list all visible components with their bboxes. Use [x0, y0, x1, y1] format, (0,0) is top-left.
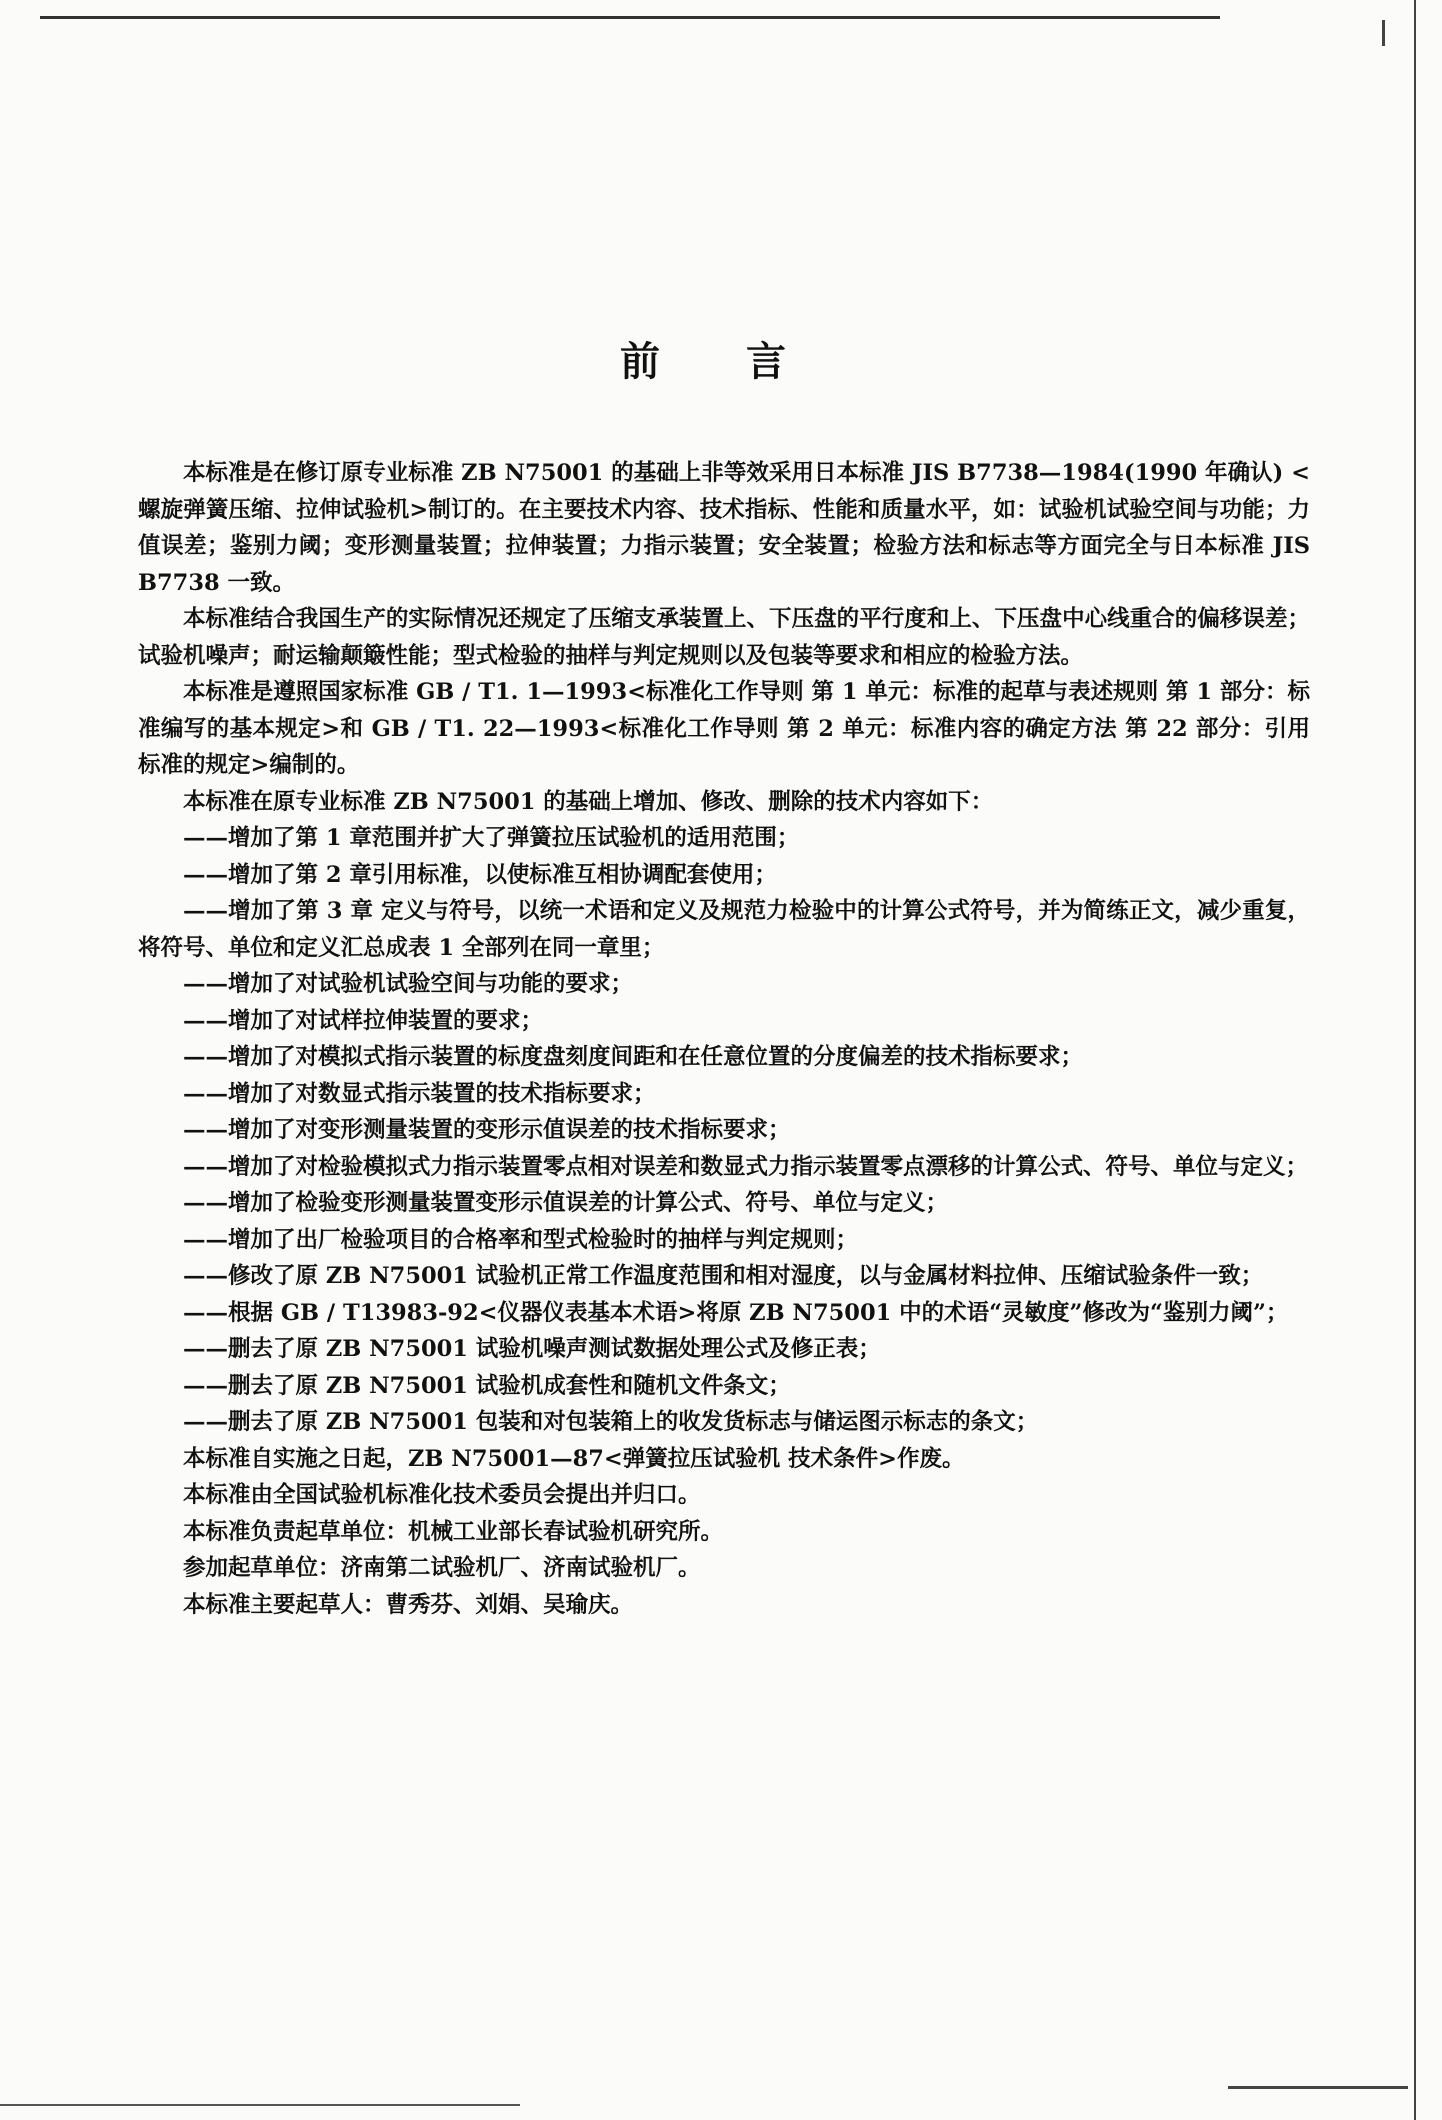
paragraph: 本标准由全国试验机标准化技术委员会提出并归口。 [183, 1482, 701, 1508]
list-item: ——增加了对模拟式指示装置的标度盘刻度间距和在任意位置的分度偏差的技术指标要求； [183, 1044, 1084, 1070]
paragraph: 本标准是遵照国家标准 GB / T1. 1—1993<标准化工作导则 第 1 单元：标准的起草与表述规则 第 1 部分：标准编写的基本规定>和 GB / T1. 22—1993<标准化工作导则 第 2 单元：标准内容的确定方法 第 22 部分：引用标准的规定>编制的。 [138, 679, 1310, 778]
list-item: ——删去了原 ZB N75001 包装和对包装箱上的收发货标志与储运图示标志的条文； [183, 1409, 1039, 1435]
list-item: ——删去了原 ZB N75001 试验机噪声测试数据处理公式及修正表； [183, 1336, 881, 1362]
paragraph: 本标准结合我国生产的实际情况还规定了压缩支承装置上、下压盘的平行度和上、下压盘中心线重合的偏移误差；试验机噪声；耐运输颠簸性能；型式检验的抽样与判定规则以及包装等要求和相应的检验方法。 [138, 606, 1310, 669]
list-item: ——增加了出厂检验项目的合格率和型式检验时的抽样与判定规则； [183, 1226, 859, 1253]
scan-mark-bottom [1228, 2086, 1408, 2089]
scan-border-top [40, 16, 1220, 19]
scan-border-right [1414, 0, 1416, 2120]
paragraph: 本标准是在修订原专业标准 ZB N75001 的基础上非等效采用日本标准 JIS B7738—1984(1990 年确认) <螺旋弹簧压缩、拉伸试验机>制订的。在主要技术内容、技术指标、性能和质量水平，如：试验机试验空间与功能；力值误差；鉴别力阈；变形测量装置；拉伸装置；力指示装置；安全装置；检验方法和标志等方面完全与日本标准 JIS B7738 一致。 [138, 460, 1310, 596]
paragraph: 参加起草单位：济南第二试验机厂、济南试验机厂。 [183, 1555, 701, 1581]
scan-mark [1382, 20, 1385, 46]
paragraph: 本标准自实施之日起，ZB N75001—87<弹簧拉压试验机 技术条件>作废。 [183, 1445, 965, 1472]
list-item: ——增加了对变形测量装置的变形示值误差的技术指标要求； [183, 1117, 791, 1143]
list-item: ——增加了检验变形测量装置变形示值误差的计算公式、符号、单位与定义； [183, 1190, 949, 1216]
list-item: ——根据 GB / T13983-92<仪器仪表基本术语>将原 ZB N75001 中的术语“灵敏度”修改为“鉴别力阈”； [183, 1299, 1289, 1326]
foreword-body [138, 455, 1310, 1623]
list-item: ——增加了第 2 章引用标准，以使标准互相协调配套使用； [183, 861, 777, 888]
page-title: 前 言 [620, 338, 822, 385]
scan-border-bottom [0, 2104, 520, 2106]
list-item: ——增加了第 3 章 定义与符号，以统一术语和定义及规范力检验中的计算公式符号，并为简练正文，减少重复，将符号、单位和定义汇总成表 1 全部列在同一章里； [138, 898, 1310, 961]
list-item: ——修改了原 ZB N75001 试验机正常工作温度范围和相对湿度，以与金属材料拉伸、压缩试验条件一致； [183, 1263, 1264, 1289]
list-item: ——增加了对数显式指示装置的技术指标要求； [183, 1080, 656, 1107]
list-item: ——增加了对检验模拟式力指示装置零点相对误差和数显式力指示装置零点漂移的计算公式、符号、单位与定义； [183, 1153, 1309, 1180]
paragraph: 本标准在原专业标准 ZB N75001 的基础上增加、修改、删除的技术内容如下： [183, 788, 994, 815]
list-item: ——增加了对试样拉伸装置的要求； [183, 1007, 544, 1034]
list-item: ——增加了第 1 章范围并扩大了弹簧拉压试验机的适用范围； [183, 825, 800, 851]
list-item: ——增加了对试验机试验空间与功能的要求； [183, 971, 634, 997]
paragraph: 本标准主要起草人：曹秀芬、刘娟、吴瑜庆。 [183, 1591, 634, 1618]
paragraph: 本标准负责起草单位：机械工业部长春试验机研究所。 [183, 1518, 724, 1545]
list-item: ——删去了原 ZB N75001 试验机成套性和随机文件条文； [183, 1372, 791, 1399]
